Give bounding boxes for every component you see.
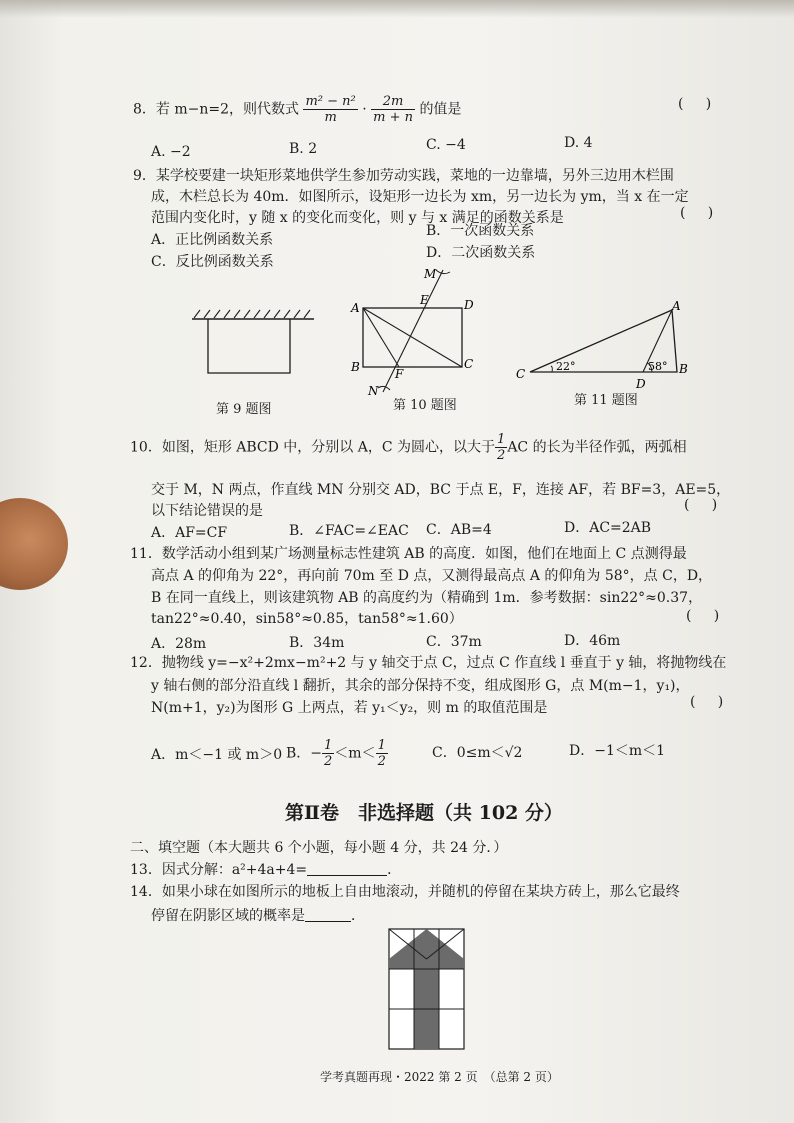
q8-frac1-den: m bbox=[324, 110, 337, 125]
figure-11-caption: 第 11 题图 bbox=[574, 393, 638, 408]
q8-frac1-num: m² − n² bbox=[305, 94, 356, 109]
figure-10-caption: 第 10 题图 bbox=[393, 398, 457, 413]
q13-end: ． bbox=[387, 862, 402, 878]
page-top-edge bbox=[0, 0, 794, 18]
q12-line-2: y 轴右侧的部分沿直线 l 翻折，其余的部分保持不变，组成图形 G，点 M(m−1，y₁)， bbox=[151, 678, 690, 694]
q14-line-2 bbox=[151, 907, 365, 925]
q12-option-b-prefix: B．− bbox=[286, 745, 323, 762]
q8-fraction-2 bbox=[371, 94, 415, 125]
q13-text: 13．因式分解：a²+4a+4= bbox=[130, 862, 308, 878]
q14-text: 停留在阴影区域的概率是 bbox=[151, 908, 305, 924]
q10-frac-den: 2 bbox=[497, 448, 506, 463]
page-footer: 学考真题再现・2022 第 2 页 （总第 2 页） bbox=[320, 1070, 559, 1084]
q8-frac2-den: m + n bbox=[373, 110, 413, 125]
q14-answer-blank[interactable] bbox=[305, 907, 351, 922]
q9-line-1: 9．某学校要建一块矩形菜地供学生参加劳动实践，菜地的一边靠墙，另外三边用木栏围 bbox=[133, 168, 674, 184]
q9-line-2: 成，木栏总长为 40m．如图所示，设矩形一边长为 xm，另一边长为 ym，当 x 在一定 bbox=[151, 189, 689, 205]
figure-11-triangle bbox=[512, 299, 692, 391]
q8-suffix: 的值是 bbox=[419, 101, 462, 118]
q10-fraction bbox=[495, 432, 507, 463]
q8-option-d: D. 4 bbox=[564, 135, 593, 151]
q10-line-1a: 10．如图，矩形 ABCD 中，分别以 A，C 为圆心，以大于 bbox=[130, 439, 496, 456]
q10-option-b: B．∠FAC=∠EAC bbox=[289, 523, 409, 539]
q8-prefix: 8．若 m−n=2，则代数式 bbox=[133, 101, 300, 118]
q12-option-d: D．−1＜m＜1 bbox=[569, 743, 666, 759]
q11-line-3: B 在同一直线上，则该建筑物 AB 的高度约为（精确到 1m．参考数据：sin22°≈0.37， bbox=[151, 590, 703, 606]
q11-line-4: tan22°≈0.40，sin58°≈0.85，tan58°≈1.60） bbox=[151, 611, 463, 627]
q10-option-a: A．AF=CF bbox=[151, 525, 228, 541]
q12-frac2-num: 1 bbox=[377, 738, 386, 753]
q9-option-d: D．二次函数关系 bbox=[426, 245, 536, 261]
fig10-label-a: A bbox=[351, 301, 360, 315]
fig11-label-d: D bbox=[636, 377, 646, 391]
fig10-label-e: E bbox=[420, 293, 429, 307]
fig11-angle-58: 58° bbox=[648, 360, 668, 373]
q8-fraction-1 bbox=[303, 94, 357, 125]
fig10-label-d: D bbox=[464, 298, 474, 312]
q10-line-1b: AC 的长为半径作弧，两弧相 bbox=[507, 439, 687, 456]
q10-frac-num: 1 bbox=[497, 432, 506, 447]
section-2-header: 二、填空题（本大题共 6 个小题，每小题 4 分，共 24 分．） bbox=[130, 840, 508, 856]
thumb-shadow bbox=[0, 498, 68, 590]
q13-answer-blank[interactable] bbox=[307, 861, 387, 876]
fig11-angle-22: 22° bbox=[556, 360, 576, 373]
fig11-label-b: B bbox=[679, 362, 688, 376]
q10-option-c: C．AB=4 bbox=[426, 522, 492, 538]
q12-option-a: A．m＜−1 或 m＞0 bbox=[151, 747, 283, 763]
section-2-title: 第Ⅱ卷 非选择题（共 102 分） bbox=[285, 802, 563, 824]
q12-optb-frac-1 bbox=[322, 738, 334, 769]
q10-line-3: 以下结论错误的是 bbox=[151, 503, 263, 519]
q10-option-d: D．AC=2AB bbox=[564, 520, 652, 536]
fig10-label-c: C bbox=[464, 357, 474, 371]
q14-line-1: 14．如果小球在如图所示的地板上自由地滚动，并随机的停留在某块方砖上，那么它最终 bbox=[130, 884, 680, 900]
fig10-label-m: M bbox=[424, 267, 437, 281]
q10-line-2: 交于 M，N 两点，作直线 MN 分别交 AD，BC 于点 E，F，连接 AF，若 BF=3，AE=5， bbox=[151, 482, 731, 498]
q12-optb-frac-2 bbox=[376, 738, 388, 769]
fig11-label-a: A bbox=[672, 299, 681, 313]
figure-9-wall-garden bbox=[190, 306, 320, 376]
q14-end: ． bbox=[351, 908, 365, 924]
q8-frac2-num: 2m bbox=[371, 94, 415, 110]
q11-option-a: A．28m bbox=[151, 636, 207, 652]
q8-answer-paren: ( ) bbox=[678, 96, 712, 112]
q9-option-b: B．一次函数关系 bbox=[426, 223, 535, 239]
q11-option-d: D．46m bbox=[564, 633, 621, 649]
q9-answer-paren: ( ) bbox=[680, 205, 714, 221]
q11-option-c: C．37m bbox=[426, 634, 482, 650]
fig11-label-c: C bbox=[516, 367, 526, 381]
q12-frac2-den: 2 bbox=[377, 754, 386, 769]
q10-answer-paren: ( ) bbox=[684, 497, 718, 513]
fig10-label-n: N bbox=[368, 384, 379, 398]
q8-stem bbox=[133, 94, 461, 125]
q9-option-c: C．反比例函数关系 bbox=[151, 254, 274, 270]
q11-option-b: B．34m bbox=[289, 635, 345, 651]
q12-option-c: C．0≤m＜√2 bbox=[432, 745, 523, 761]
q9-line-3: 范围内变化时，y 随 x 的变化而变化，则 y 与 x 满足的函数关系是 bbox=[151, 210, 564, 226]
q11-line-1: 11．数学活动小组到某广场测量标志性建筑 AB 的高度．如图，他们在地面上 C 点测得最 bbox=[130, 546, 687, 562]
fig10-label-b: B bbox=[351, 360, 360, 374]
q11-line-2: 高点 A 的仰角为 22°，再向前 70m 至 D 点，又测得最高点 A 的仰角为 58°，点 C，D， bbox=[151, 568, 713, 584]
q8-option-c: C. −4 bbox=[426, 137, 466, 153]
q8-option-b: B. 2 bbox=[289, 141, 318, 157]
q12-line-3: N(m+1，y₂)为图形 G 上两点，若 y₁＜y₂，则 m 的取值范围是 bbox=[151, 700, 548, 716]
q8-dot: · bbox=[362, 101, 367, 118]
q12-line-1: 12．抛物线 y=−x²+2mx−m²+2 与 y 轴交于点 C，过点 C 作直线 l 垂直于 y 轴，将抛物线在 bbox=[130, 655, 727, 671]
q10-line-1 bbox=[130, 432, 687, 463]
q11-answer-paren: ( ) bbox=[686, 608, 720, 624]
q12-option-b-mid: ＜m＜ bbox=[334, 745, 376, 762]
q9-option-a: A．正比例函数关系 bbox=[151, 232, 274, 248]
q12-frac1-den: 2 bbox=[324, 754, 333, 769]
q12-frac1-num: 1 bbox=[324, 738, 333, 753]
q8-option-a: A. −2 bbox=[151, 144, 191, 160]
figure-10-rectangle bbox=[340, 262, 474, 398]
q14-floor-tile-grid bbox=[388, 928, 466, 1052]
q12-answer-paren: ( ) bbox=[690, 694, 724, 710]
fig10-label-f: F bbox=[395, 367, 404, 381]
figure-9-caption: 第 9 题图 bbox=[216, 402, 272, 417]
q13-line bbox=[130, 861, 401, 879]
q12-option-b bbox=[286, 738, 388, 769]
